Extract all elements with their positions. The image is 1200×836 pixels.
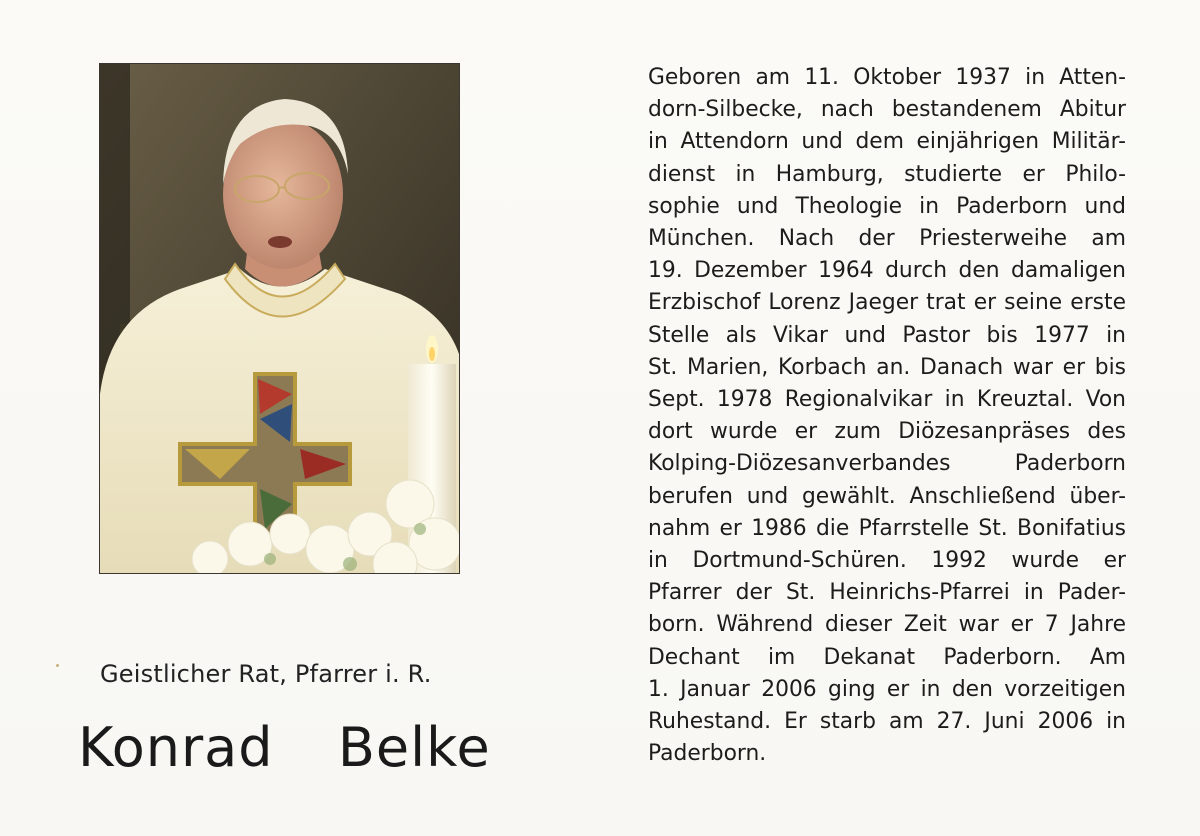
biography-line: nahm er 1986 die Pfarrstelle St. Bonifatius xyxy=(648,515,1126,541)
biography-line: Paderborn. xyxy=(648,741,767,767)
biography-line: Erzbischof Lorenz Jaeger trat er seine erste xyxy=(648,290,1126,316)
biography-line: München. Nach der Priesterweihe am xyxy=(648,226,1126,252)
clerical-title: Geistlicher Rat, Pfarrer i. R. xyxy=(100,660,432,688)
biography-line: 19. Dezember 1964 durch den damaligen xyxy=(648,258,1126,284)
biography-line: born. Während dieser Zeit war er 7 Jahre xyxy=(648,612,1126,638)
biography-line: in Attendorn und dem einjährigen Militär- xyxy=(648,129,1126,155)
biography-line: in Dortmund-Schüren. 1992 wurde er xyxy=(648,548,1126,574)
biography-line: Stelle als Vikar und Pastor bis 1977 in xyxy=(648,322,1126,348)
biography-line: Pfarrer der St. Heinrichs-Pfarrei in Pader- xyxy=(648,580,1126,606)
biography-line: Geboren am 11. Oktober 1937 in Atten- xyxy=(648,65,1126,90)
biography-text xyxy=(648,62,1126,770)
paper-speck xyxy=(56,664,59,667)
biography-line: sophie und Theologie in Paderborn und xyxy=(648,193,1126,219)
biography-line: dorn-Silbecke, nach bestandenem Abitur xyxy=(648,97,1126,123)
biography-line: Sept. 1978 Regionalvikar in Kreuztal. Von xyxy=(648,387,1126,413)
biography-line: dienst in Hamburg, studierte er Philo- xyxy=(648,161,1126,187)
biography-line: St. Marien, Korbach an. Danach war er bis xyxy=(648,354,1126,380)
portrait-photo xyxy=(99,63,460,574)
priest-portrait-illustration xyxy=(100,64,459,573)
deceased-name: Konrad Belke xyxy=(78,716,491,779)
biography-line: Kolping-Diözesanverbandes Paderborn xyxy=(648,451,1126,477)
biography-line: 1. Januar 2006 ging er in den vorzeitigen xyxy=(648,676,1126,702)
biography-line: berufen und gewählt. Anschließend über- xyxy=(648,483,1126,509)
biography-line: Ruhestand. Er starb am 27. Juni 2006 in xyxy=(648,709,1126,735)
biography-line: dort wurde er zum Diözesanpräses des xyxy=(648,419,1126,445)
biography-line: Dechant im Dekanat Paderborn. Am xyxy=(648,644,1126,670)
